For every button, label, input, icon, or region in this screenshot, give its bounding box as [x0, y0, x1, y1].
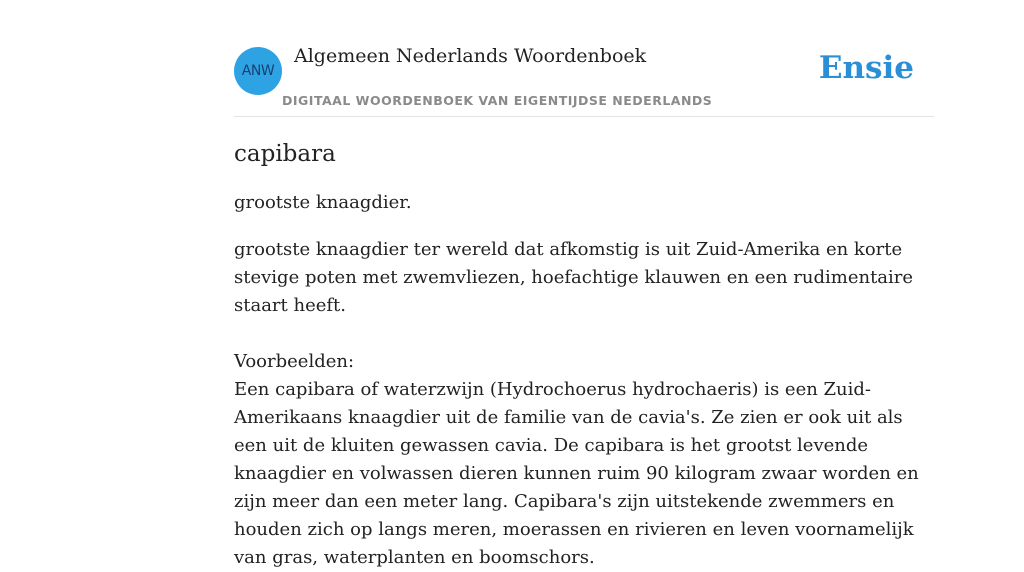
short-definition: grootste knaagdier.	[234, 192, 412, 213]
ensie-brand-link[interactable]: Ensie	[818, 50, 914, 86]
page-container	[234, 0, 934, 568]
dictionary-entry	[234, 138, 934, 572]
examples-label: Voorbeelden:	[234, 351, 355, 372]
logo-text: ANW	[241, 63, 275, 79]
examples-section	[234, 348, 934, 572]
site-subtitle: DIGITAAL WOORDENBOEK VAN EIGENTIJDSE NEDERLANDS	[282, 93, 713, 108]
long-definition: grootste knaagdier ter wereld dat afkomstig is uit Zuid-Amerika en korte stevige poten met zwemvliezen, hoefachtige klauwen en een rudimentaire staart heeft.	[234, 239, 914, 316]
example-text: Een capibara of waterzwijn (Hydrochoerus hydrochaeris) is een Zuid-Amerikaans knaagdier uit de familie van de cavia's. Ze zien er ook uit als een uit de kluiten gewassen cavia. De capibara is het grootst levende knaagdier en volwassen dieren kunnen ruim 90 kilogram zwaar worden en zijn meer dan een meter lang. Capibara's zijn uitstekende zwemmers en houden zich op langs meren, moerassen en rivieren en leven voornamelijk van gras, waterplanten en boomschors.	[234, 379, 919, 568]
anw-logo[interactable]	[234, 47, 282, 95]
site-title[interactable]: Algemeen Nederlands Woordenboek	[294, 45, 647, 67]
entry-headword: capibara	[234, 141, 336, 167]
site-header	[234, 0, 934, 117]
